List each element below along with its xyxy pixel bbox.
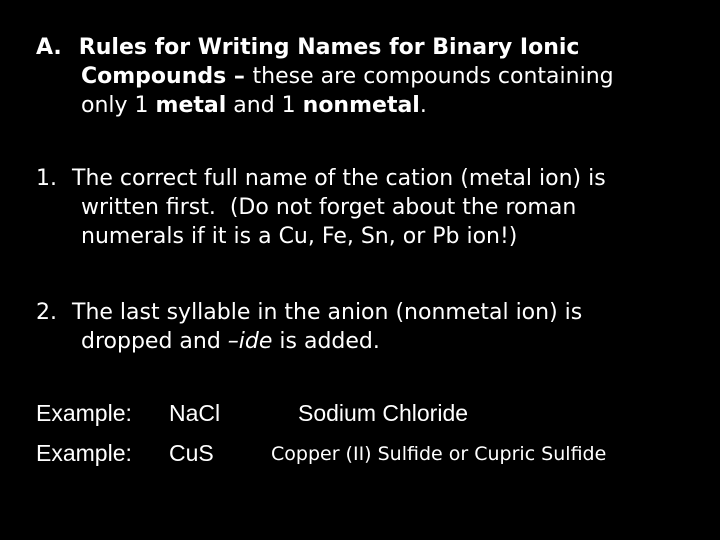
section-a-title: Rules for Writing Names for Binary Ionic bbox=[78, 35, 580, 60]
example-name: Copper (II) Sulfide or Cupric Sulfide bbox=[271, 443, 607, 465]
example-label: Example: bbox=[36, 400, 132, 426]
rule-1-text-3: numerals if it is a Cu, Fe, Sn, or Pb ion!) bbox=[81, 224, 518, 249]
section-a-desc-2-end: . bbox=[419, 93, 427, 118]
example-name: Sodium Chloride bbox=[298, 400, 469, 426]
section-a-dash: – bbox=[226, 64, 253, 89]
rule-2-suffix: –ide bbox=[227, 329, 273, 354]
section-a-title-cont: Compounds bbox=[81, 64, 227, 89]
rule-2-line-1 bbox=[36, 298, 696, 327]
rule-1 bbox=[36, 164, 696, 251]
rule-2 bbox=[36, 298, 696, 356]
example-row bbox=[36, 440, 676, 472]
section-a-desc-2-pre: only 1 bbox=[81, 93, 156, 118]
section-a-metal: metal bbox=[155, 93, 227, 118]
example-label: Example: bbox=[36, 440, 132, 466]
rule-1-text-2: written first. (Do not forget about the roman bbox=[81, 195, 577, 220]
section-a-marker: A. bbox=[36, 35, 62, 60]
rule-1-line-1 bbox=[36, 164, 696, 193]
rule-2-text-2-pre: dropped and bbox=[81, 329, 228, 354]
section-a-heading bbox=[36, 33, 696, 120]
section-a-desc-2-mid: and 1 bbox=[226, 93, 303, 118]
rule-2-number: 2. bbox=[36, 300, 57, 325]
example-formula: NaCl bbox=[169, 400, 221, 426]
section-a-nonmetal: nonmetal bbox=[302, 93, 420, 118]
rule-2-text-1: The last syllable in the anion (nonmetal ion) is bbox=[72, 300, 583, 325]
section-a-line-2 bbox=[36, 62, 696, 91]
rule-1-number: 1. bbox=[36, 166, 57, 191]
example-row bbox=[36, 400, 676, 432]
section-a-desc-1: these are compounds containing bbox=[252, 64, 614, 89]
rule-1-text-1: The correct full name of the cation (metal ion) is bbox=[72, 166, 606, 191]
section-a-line-1 bbox=[36, 33, 696, 62]
rule-2-line-2 bbox=[36, 327, 696, 356]
section-a-line-3 bbox=[36, 91, 696, 120]
rule-2-text-2-post: is added. bbox=[272, 329, 380, 354]
example-formula: CuS bbox=[169, 440, 214, 466]
